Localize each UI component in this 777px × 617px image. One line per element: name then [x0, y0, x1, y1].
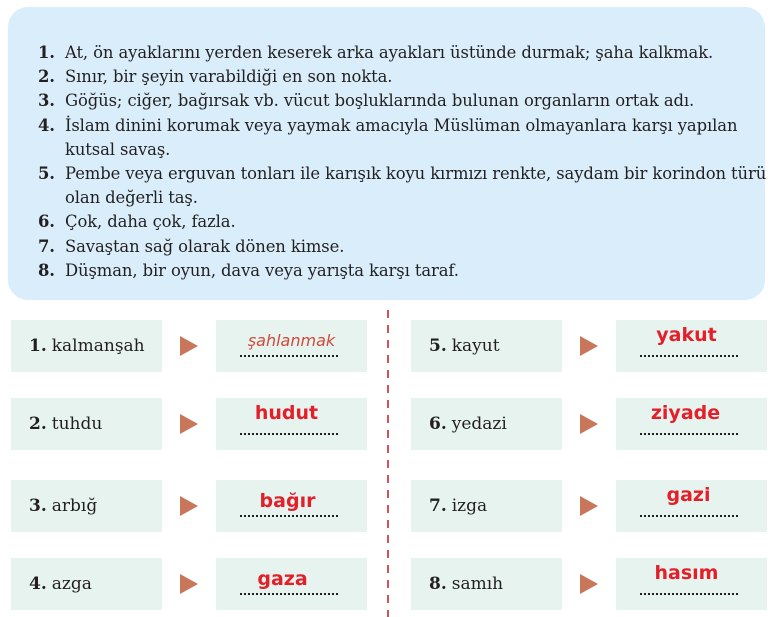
dotted-line: [240, 593, 340, 595]
definition-item: [38, 162, 768, 210]
definition-number: 1.: [38, 43, 55, 62]
scrambled-word: samıh: [451, 574, 504, 594]
scrambled-word: tuhdu: [51, 414, 103, 434]
definitions-list: [38, 41, 768, 283]
dotted-line: [240, 355, 340, 357]
definition-number: 6.: [38, 212, 55, 232]
definitions-panel: [8, 7, 765, 300]
definition-item: [38, 114, 768, 162]
arrow-right-icon: [180, 574, 198, 594]
definition-number: 8.: [38, 260, 55, 280]
arrow-right-icon: [180, 336, 198, 356]
answer-text: yakut: [656, 324, 717, 346]
scrambled-word-box: [11, 558, 162, 610]
definition-text: Sınır, bir şeyin varabildiği en son nokta.: [65, 67, 393, 87]
arrow-right-icon: [580, 496, 598, 516]
scrambled-word: azga: [51, 574, 92, 594]
item-number: 6.: [429, 414, 447, 434]
dotted-line: [640, 515, 740, 517]
item-number: 2.: [29, 414, 47, 434]
answer-box[interactable]: [616, 480, 767, 532]
answer-text: şahlanmak: [247, 331, 336, 350]
dotted-line: [240, 515, 340, 517]
definition-text: Çok, daha çok, fazla.: [65, 212, 236, 232]
arrow-right-icon: [580, 414, 598, 434]
scrambled-word: kayut: [451, 336, 500, 356]
definition-number: 2.: [38, 67, 55, 87]
answer-box[interactable]: [216, 558, 367, 610]
arrow-right-icon: [580, 574, 598, 594]
arrow-right-icon: [180, 414, 198, 434]
definition-number: 5.: [38, 164, 55, 184]
definition-text: Düşman, bir oyun, dava veya yarışta karşı taraf.: [65, 260, 459, 280]
definition-number: 3.: [38, 91, 55, 111]
definition-text: İslam dinini korumak veya yaymak amacıyla Müslüman olmayanlara karşı yapılan kutsal savaş.: [65, 115, 738, 159]
scrambled-word: izga: [451, 496, 488, 516]
definition-item: [38, 259, 768, 283]
answer-box[interactable]: [616, 398, 767, 450]
definition-text: At, ön ayaklarını yerden keserek arka ayakları üstünde durmak; şaha kalkmak.: [65, 43, 714, 62]
answer-box[interactable]: [216, 320, 367, 372]
arrow-right-icon: [180, 496, 198, 516]
answer-text: gazi: [666, 484, 711, 506]
definition-item: [38, 65, 768, 89]
item-number: 3.: [29, 496, 47, 516]
answer-text: ziyade: [650, 402, 721, 424]
answer-text: bağır: [259, 490, 316, 512]
scrambled-word: yedazi: [451, 414, 507, 434]
dotted-line: [640, 433, 740, 435]
column-divider: [387, 310, 389, 617]
scrambled-word: kalmanşah: [51, 336, 145, 356]
item-number: 8.: [429, 574, 447, 594]
definition-text: Pembe veya erguvan tonları ile karışık koyu kırmızı renkte, saydam bir korindon türü olan değerli taş.: [65, 164, 767, 208]
answer-text: gaza: [257, 568, 308, 590]
definition-item: [38, 89, 768, 113]
dotted-line: [640, 593, 740, 595]
arrow-right-icon: [580, 336, 598, 356]
item-number: 1.: [29, 336, 47, 356]
scrambled-word-box: [11, 398, 162, 450]
definition-number: 7.: [38, 236, 55, 256]
dotted-line: [240, 433, 340, 435]
definition-text: Savaştan sağ olarak dönen kimse.: [65, 236, 345, 256]
answer-box[interactable]: [216, 480, 367, 532]
definition-item: [38, 41, 768, 65]
scrambled-word-box: [411, 558, 562, 610]
answer-box[interactable]: [216, 398, 367, 450]
scrambled-word-box: [11, 480, 162, 532]
item-number: 4.: [29, 574, 47, 594]
scrambled-word-box: [411, 320, 562, 372]
definition-text: Göğüs; ciğer, bağırsak vb. vücut boşluklarında bulunan organların ortak adı.: [65, 91, 695, 111]
answer-box[interactable]: [616, 558, 767, 610]
definition-number: 4.: [38, 115, 55, 135]
item-number: 5.: [429, 336, 447, 356]
dotted-line: [640, 355, 740, 357]
definition-item: [38, 235, 768, 259]
definition-item: [38, 210, 768, 234]
scrambled-word-box: [411, 398, 562, 450]
item-number: 7.: [429, 496, 447, 516]
scrambled-word-box: [411, 480, 562, 532]
answer-text: hudut: [254, 402, 319, 424]
answer-text: hasım: [654, 562, 719, 584]
answer-box[interactable]: [616, 320, 767, 372]
scrambled-word: arbığ: [51, 496, 98, 516]
scrambled-word-box: [11, 320, 162, 372]
